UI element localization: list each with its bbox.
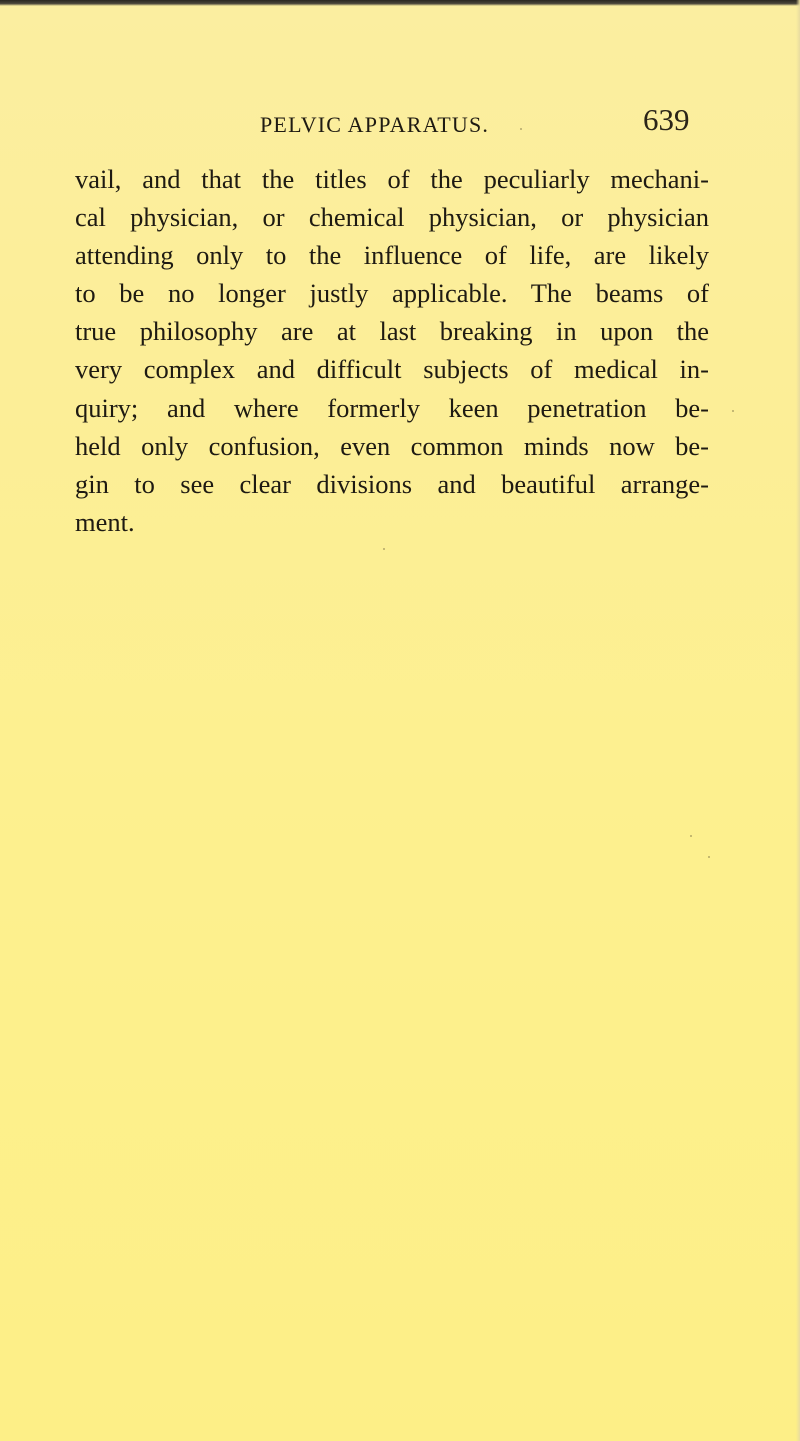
page-number: 639 — [643, 102, 690, 137]
text-line: held only confusion, even common minds now be- — [75, 430, 709, 461]
page-right-edge — [796, 0, 800, 1441]
text-line: to be no longer justly applicable. The beams of — [75, 278, 709, 309]
running-head-title: PELVIC APPARATUS. — [260, 112, 490, 137]
body-paragraph — [75, 160, 709, 541]
text-line: cal physician, or chemical physician, or physician — [75, 202, 709, 233]
paper-speck — [383, 548, 385, 550]
text-line: true philosophy are at last breaking in upon the — [75, 316, 709, 347]
text-line: vail, and that the titles of the peculiarly mechani- — [75, 164, 709, 194]
paper-speck — [520, 128, 522, 130]
text-line: gin to see clear divisions and beautiful arrange- — [75, 468, 709, 499]
text-line: ment. — [75, 506, 135, 537]
text-line: attending only to the influence of life, are likely — [75, 240, 709, 271]
paper-speck — [708, 856, 710, 858]
paper-speck — [732, 410, 734, 412]
paper-speck — [690, 835, 692, 837]
running-head — [0, 102, 800, 148]
text-line: very complex and difficult subjects of medical in- — [75, 354, 709, 385]
text-line: quiry; and where formerly keen penetration be- — [75, 392, 709, 423]
page-top-edge-shadow — [0, 0, 800, 6]
